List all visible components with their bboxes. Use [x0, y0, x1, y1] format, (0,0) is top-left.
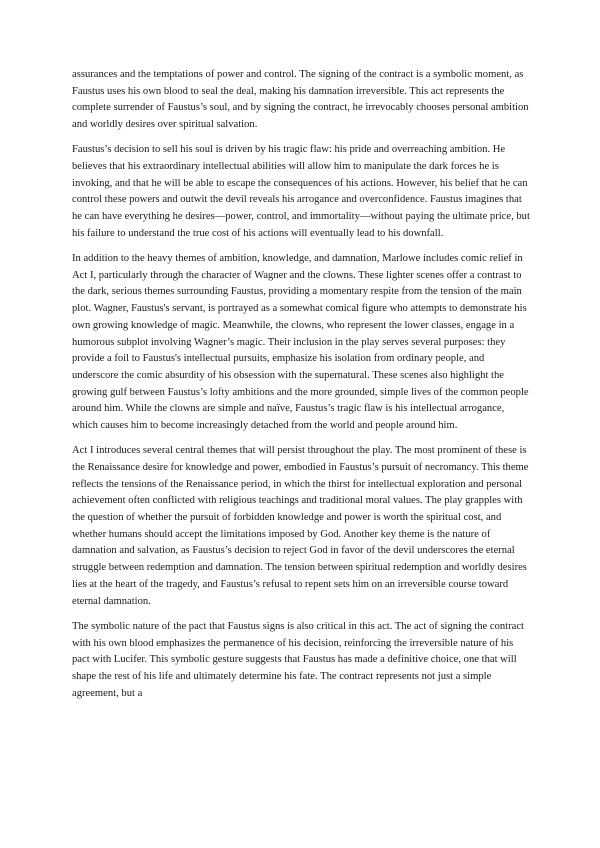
paragraph-comic-relief: In addition to the heavy themes of ambition, knowledge, and damnation, Marlowe includes comic relief in Act I, particularly through the character of Wagner and the clowns. These lighter scenes offer a contrast to the dark, serious themes surrounding Faustus, providing a momentary respite from the tension of the main plot. Wagner, Faustus's servant, is portrayed as a somewhat comical figure who attempts to demonstrate his own growing knowledge of magic. Meanwhile, the clowns, who represent the lower classes, engage in a humorous subplot involving Wagner’s magic. Their inclusion in the play serves several purposes: they provide a foil to Faustus's intellectual pursuits, emphasize his isolation from ordinary people, and underscore the comic absurdity of his obsession with the supernatural. These scenes also highlight the growing gulf between Faustus’s lofty ambitions and the more grounded, simple lives of the common people around him. While the clowns are simple and naïve, Faustus’s tragic flaw is his intellectual arrogance, which causes him to become increasingly detached from the world and people around him.	[72, 253, 529, 432]
document-page	[72, 67, 532, 711]
paragraph-tragic-flaw: Faustus’s decision to sell his soul is driven by his tragic flaw: his pride and overreaching ambition. He believes that his extraordinary intellectual abilities will allow him to manipulate the dark forces he is invoking, and that he will be able to escape the consequences of his actions. However, his belief that he can control these powers and outwit the devil reveals his arrogance and overconfidence. Faustus imagines that he can have everything he desires—power, control, and immortality—without paying the ultimate price, but his failure to understand the true cost of his actions will eventually lead to his downfall.	[72, 144, 530, 239]
paragraph-central-themes: Act I introduces several central themes that will persist throughout the play. The most prominent of these is the Renaissance desire for knowledge and power, embodied in Faustus’s pursuit of necromancy. This theme reflects the tensions of the Renaissance period, in which the thirst for intellectual exploration and personal achievement often conflicted with religious teachings and traditional moral values. The play grapples with the question of whether the pursuit of forbidden knowledge and power is worth the spiritual cost, and whether humans should accept the limitations imposed by God. Another key theme is the nature of damnation and salvation, as Faustus’s decision to reject God in favor of the devil underscores the eternal struggle between redemption and damnation. The tension between spiritual redemption and worldly desires lies at the heart of the tragedy, and Faustus’s refusal to repent sets him on an irreversible course toward eternal damnation.	[72, 445, 529, 607]
paragraph-contract-signing: assurances and the temptations of power and control. The signing of the contract is a symbolic moment, as Faustus uses his own blood to seal the deal, making his damnation irreversible. This act represents the complete surrender of Faustus’s soul, and by signing the contract, he irrevocably chooses personal ambition and worldly desires over spiritual salvation.	[72, 69, 529, 131]
paragraph-symbolic-pact: The symbolic nature of the pact that Faustus signs is also critical in this act. The act of signing the contract with his own blood emphasizes the permanence of his decision, reinforcing the irreversible nature of his pact with Lucifer. This symbolic gesture suggests that Faustus has made a definitive choice, one that will shape the rest of his life and ultimately determine his fate. The contract represents not just a simple agreement, but a	[72, 620, 524, 699]
